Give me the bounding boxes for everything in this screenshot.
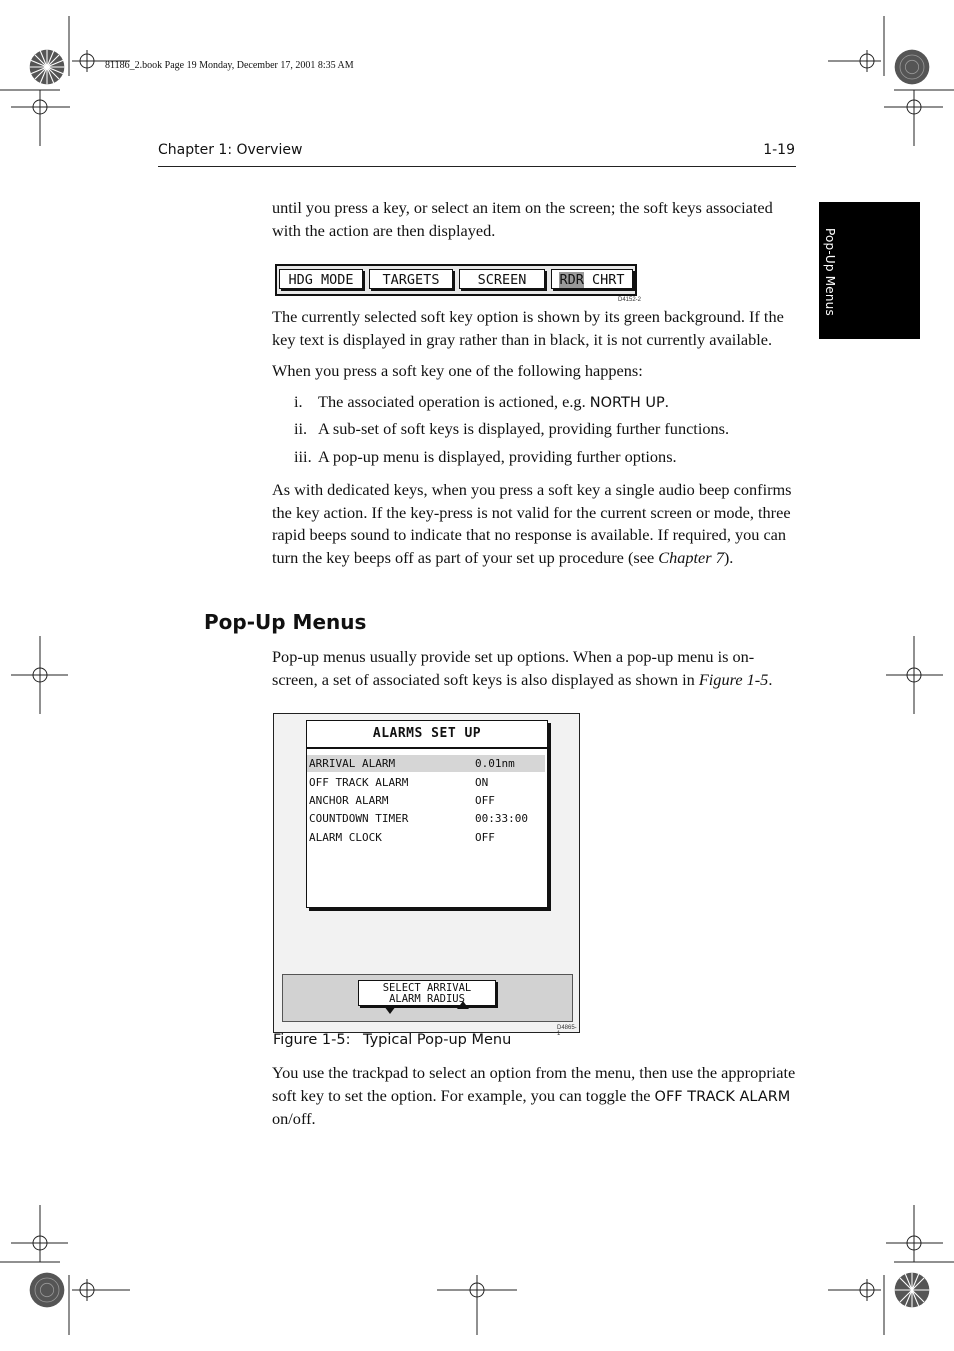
chapter-header: Chapter 1: Overview bbox=[158, 142, 303, 158]
book-info: 81186_2.book Page 19 Monday, December 17, 2001 8:35 AM bbox=[105, 60, 354, 71]
list-number: i. bbox=[294, 392, 303, 411]
list-item bbox=[294, 447, 677, 467]
beep-text: As with dedicated keys, when you press a soft key a single audio beep confirms the key action. If the key-press is not valid for the current screen or mode, three rapid beeps sound to indicate that no response is available. If required, you can turn the key beeps off as part of your set up procedure (see bbox=[272, 480, 792, 567]
trackpad-text-end: on/off. bbox=[272, 1109, 316, 1128]
trackpad-code: OFF TRACK ALARM bbox=[654, 1088, 791, 1105]
selected-paragraph bbox=[272, 306, 796, 351]
arrow-down-icon bbox=[384, 1006, 396, 1014]
figure-code: D4152-2 bbox=[618, 297, 642, 303]
softkey-line-2: ALARM RADIUS bbox=[389, 993, 465, 1005]
side-tab bbox=[819, 202, 920, 339]
menu-row-label: ALARM CLOCK bbox=[309, 831, 382, 844]
menu-row-value: OFF bbox=[475, 831, 495, 844]
chapter-reference: Chapter 7 bbox=[658, 547, 724, 567]
when-text: When you press a soft key one of the following happens: bbox=[272, 361, 643, 380]
list-item bbox=[294, 392, 669, 412]
list-text: The associated operation is actioned, e.g. bbox=[318, 392, 590, 411]
list-number: ii. bbox=[294, 419, 308, 438]
list-text-end: . bbox=[664, 392, 669, 411]
softkey-select-arrival-alarm-radius[interactable] bbox=[358, 980, 496, 1006]
list-text: A sub-set of soft keys is displayed, providing further functions. bbox=[318, 419, 730, 438]
menu-row-label: COUNTDOWN TIMER bbox=[309, 812, 409, 825]
alarms-menu-panel bbox=[306, 720, 548, 908]
figure-popup-menu bbox=[273, 713, 580, 1037]
figure-caption bbox=[273, 1032, 511, 1048]
caption-number: Figure 1-5: bbox=[273, 1032, 351, 1048]
menu-row-value: ON bbox=[475, 776, 489, 789]
softkey-screen[interactable]: SCREEN bbox=[459, 269, 545, 289]
softkey-line-1: SELECT ARRIVAL bbox=[382, 982, 472, 994]
intro-text: until you press a key, or select an item on the screen; the soft keys associated with the action are then displayed. bbox=[272, 198, 773, 240]
softkey-rdr-highlight: RDR bbox=[559, 272, 584, 288]
page-number: 1-19 bbox=[763, 142, 795, 158]
when-paragraph bbox=[272, 360, 796, 383]
arrow-up-icon bbox=[457, 1001, 469, 1009]
softkey-hdg-mode[interactable]: HDG MODE bbox=[279, 269, 363, 289]
intro-paragraph bbox=[272, 197, 796, 242]
trackpad-paragraph bbox=[272, 1062, 796, 1131]
menu-row-anchor-alarm[interactable] bbox=[307, 792, 545, 809]
menu-title: ALARMS SET UP bbox=[307, 721, 547, 749]
figure-code: D4865-1 bbox=[557, 1025, 577, 1037]
menu-row-off-track-alarm[interactable] bbox=[307, 774, 545, 791]
softkey-targets[interactable]: TARGETS bbox=[369, 269, 453, 289]
menu-row-label: OFF TRACK ALARM bbox=[309, 776, 409, 789]
list-text: A pop-up menu is displayed, providing further options. bbox=[318, 447, 677, 466]
menu-row-value: 0.01nm bbox=[475, 757, 515, 770]
beep-paragraph bbox=[272, 479, 796, 569]
menu-row-countdown-timer[interactable] bbox=[307, 810, 545, 827]
trackpad-text: You use the trackpad to select an option from the menu, then use the appropriate soft key to set the option. For example, you can toggle the bbox=[272, 1063, 796, 1105]
softkey-rdr-chrt[interactable] bbox=[551, 269, 633, 289]
menu-row-alarm-clock[interactable] bbox=[307, 829, 545, 846]
menu-row-label: ARRIVAL ALARM bbox=[309, 757, 396, 770]
softkey-chrt-text: CHRT bbox=[583, 272, 625, 288]
popup-paragraph bbox=[272, 646, 796, 691]
menu-row-arrival-alarm[interactable] bbox=[307, 755, 545, 772]
selected-text: The currently selected soft key option is shown by its green background. If the key text is displayed in gray rather than in black, it is not currently available. bbox=[272, 307, 784, 349]
caption-title: Typical Pop-up Menu bbox=[363, 1032, 512, 1048]
header-rule bbox=[158, 166, 796, 167]
list-code: NORTH UP bbox=[589, 395, 665, 411]
softkey-strip bbox=[275, 264, 637, 296]
section-heading: Pop-Up Menus bbox=[204, 610, 367, 634]
menu-row-value: 00:33:00 bbox=[475, 812, 528, 825]
popup-text-end: . bbox=[768, 669, 773, 689]
softkey-bar bbox=[282, 974, 573, 1022]
popup-text: Pop-up menus usually provide set up options. When a pop-up menu is on-screen, a set of associated soft keys is also displayed as shown in bbox=[272, 647, 755, 689]
list-number: iii. bbox=[294, 447, 312, 466]
menu-row-value: OFF bbox=[475, 794, 495, 807]
figure-reference: Figure 1-5 bbox=[698, 669, 769, 689]
menu-row-label: ANCHOR ALARM bbox=[309, 794, 389, 807]
list-item bbox=[294, 419, 729, 439]
beep-text-end: ). bbox=[723, 547, 734, 567]
side-tab-label: Pop-Up Menus bbox=[823, 228, 837, 316]
